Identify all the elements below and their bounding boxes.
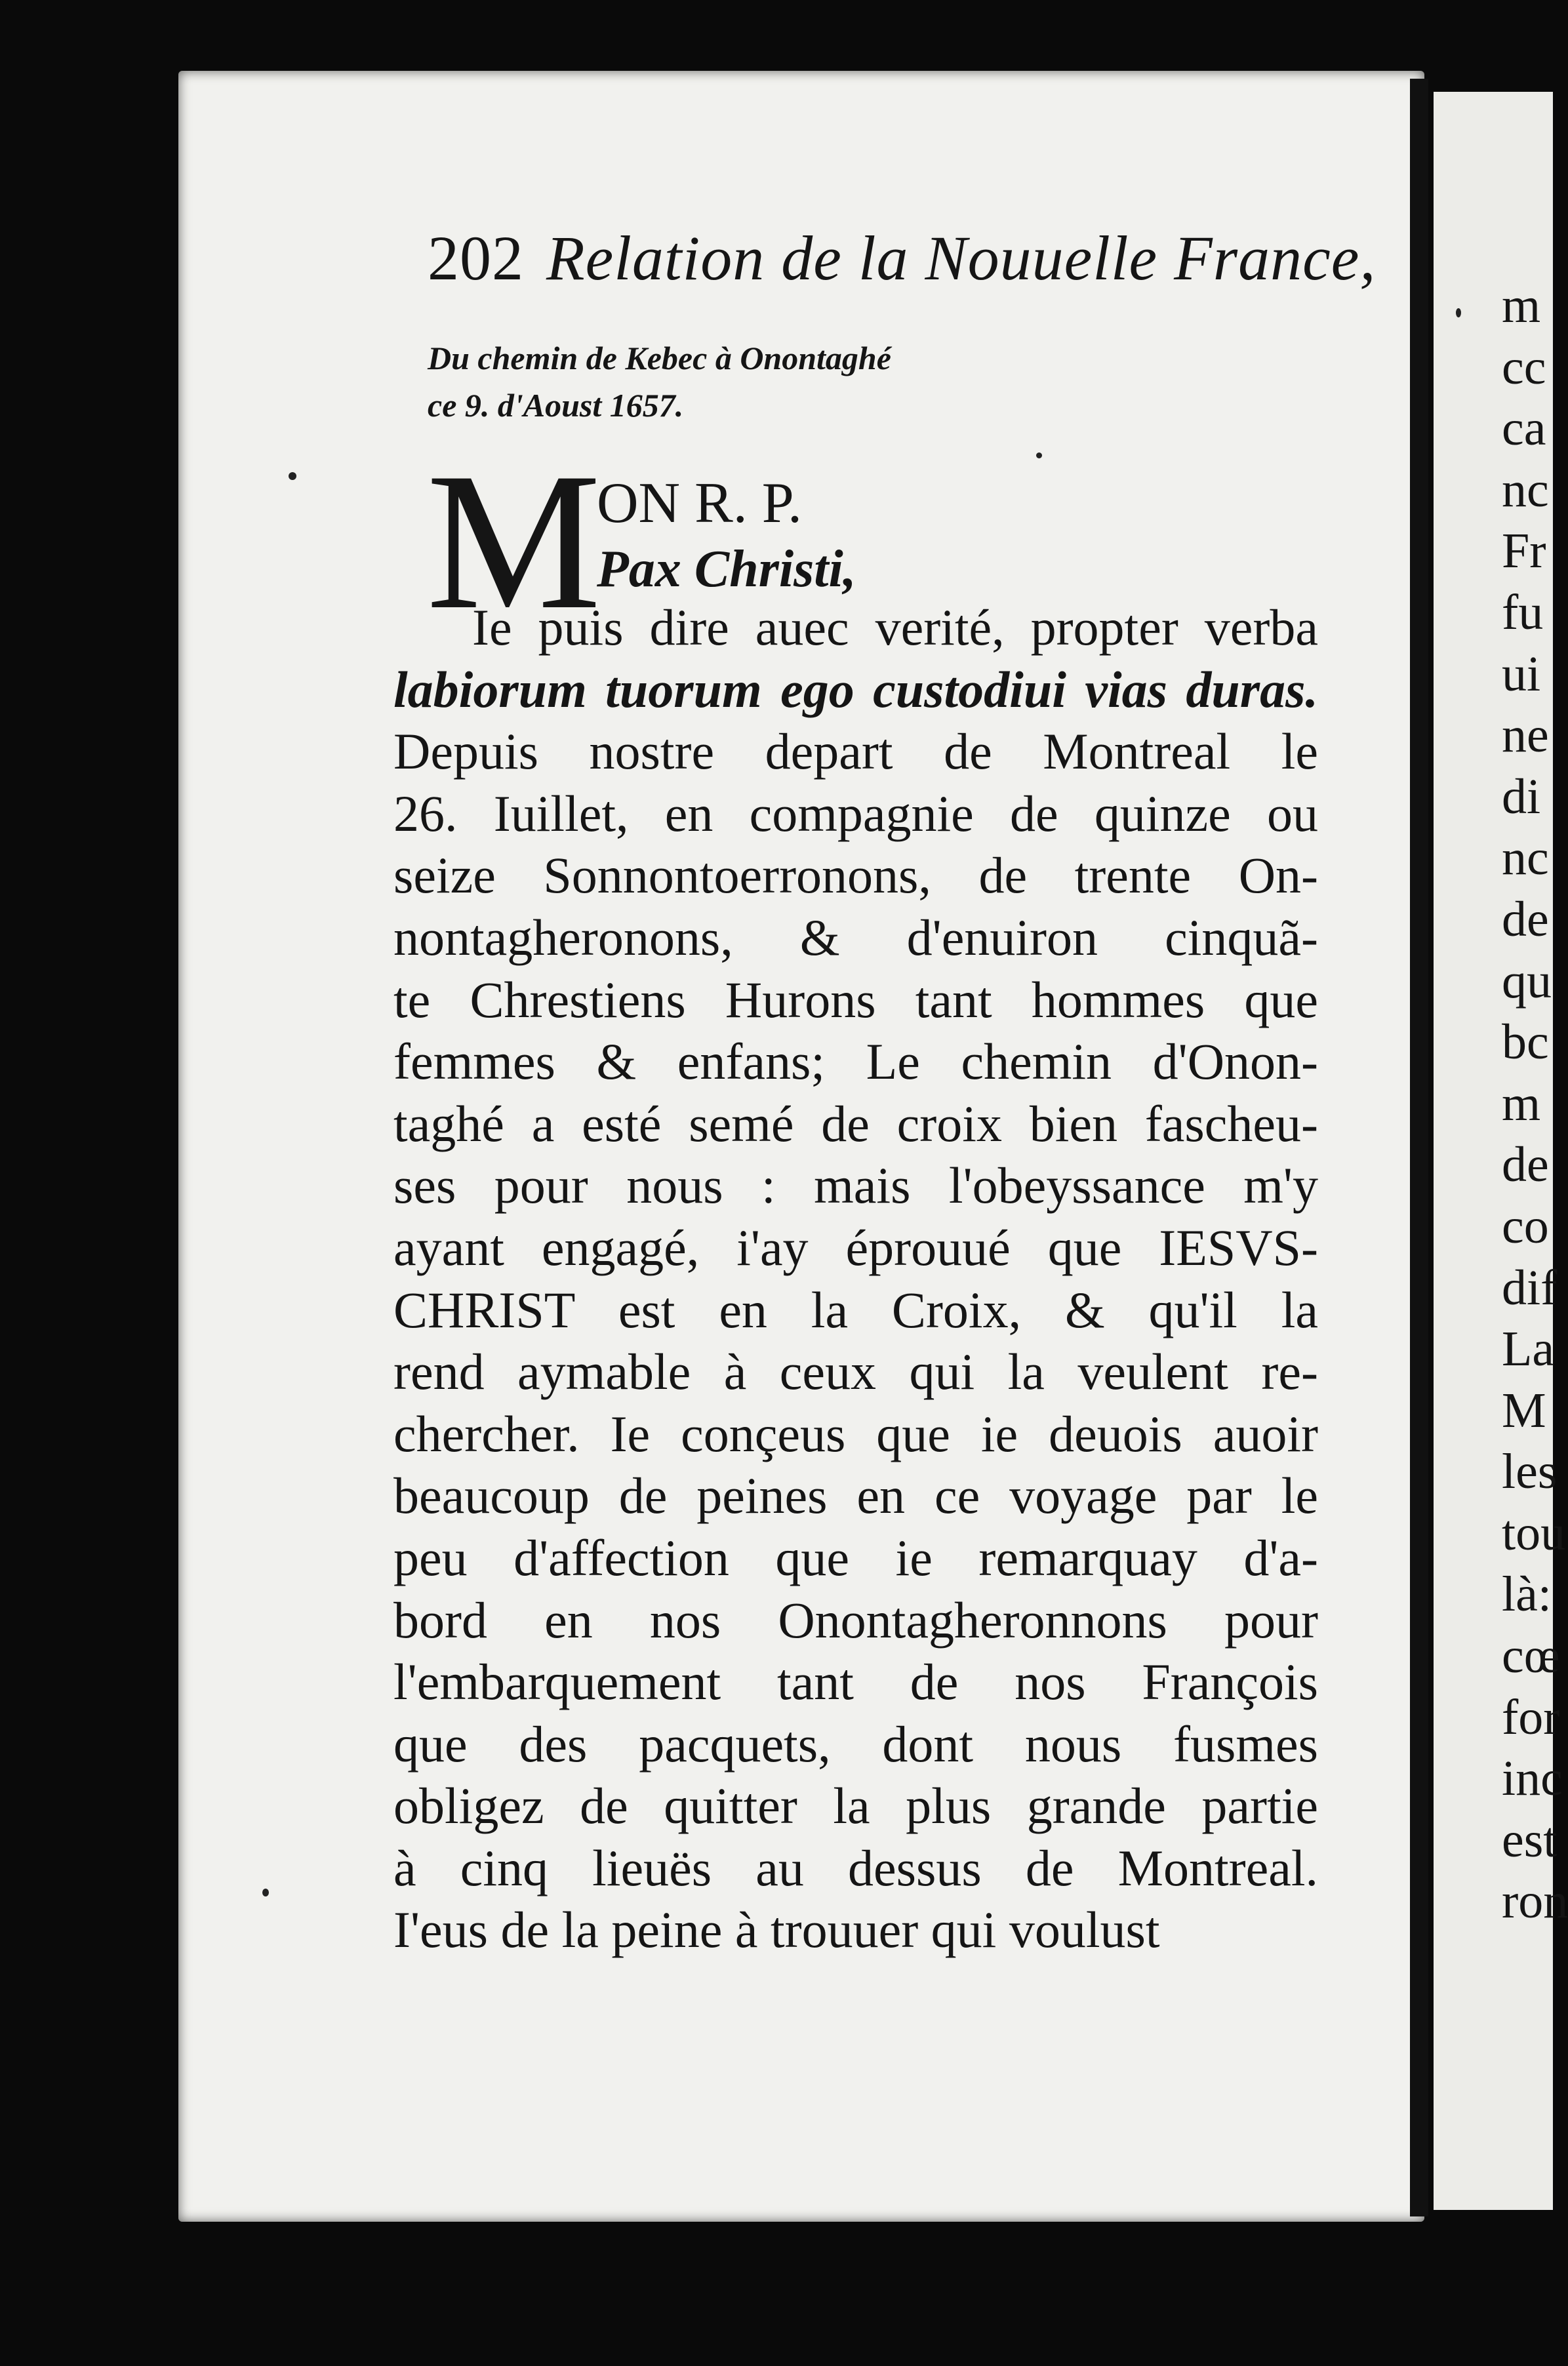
fragment-line: est — [1502, 1812, 1558, 1868]
fragment-line: cœ — [1502, 1628, 1560, 1684]
text-line: 26. Iuillet, en compagnie de quinze ou — [393, 784, 1318, 842]
salutation-line-1: ON R. P. — [597, 471, 802, 535]
fragment-line: M — [1502, 1382, 1546, 1438]
fragment-line: cc — [1502, 339, 1546, 395]
text-line: obligez de quitter la plus grande partie — [393, 1777, 1318, 1835]
fragment-line: dif — [1502, 1260, 1558, 1315]
fragment-line: nc — [1502, 830, 1549, 886]
running-title: Relation de la Nouuelle France, — [546, 223, 1377, 293]
dateline-line-1: Du chemin de Kebec à Onontaghé — [428, 340, 891, 376]
fragment-line: inc — [1502, 1751, 1563, 1807]
paper-speck — [1036, 452, 1042, 458]
text-line: ayant engagé, i'ay éprouué que IESVS- — [393, 1218, 1318, 1276]
text-line: beaucoup de peines en ce voyage par le — [393, 1467, 1318, 1525]
text-line: Ie puis dire auec verité, propter verba — [472, 599, 1318, 656]
text-line: te Chrestiens Hurons tant hommes que — [393, 971, 1318, 1028]
dateline-line-2: ce 9. d'Aoust 1657. — [428, 387, 684, 424]
fragment-line: m — [1502, 1075, 1541, 1131]
text-line: bord en nos Onontagheronnons pour — [393, 1591, 1318, 1649]
fragment-line: les — [1502, 1444, 1558, 1500]
fragment-line: là: — [1502, 1567, 1552, 1622]
salutation-line-2: Pax Christi, — [597, 540, 856, 598]
text-line: I'eus de la peine à trouuer qui voulust — [393, 1901, 1160, 1959]
fragment-line: de — [1502, 1137, 1549, 1193]
fragment-line: nc — [1502, 462, 1549, 517]
drop-cap: M — [426, 432, 601, 650]
fragment-line: ui — [1502, 646, 1541, 702]
fragment-line: m — [1502, 278, 1541, 333]
fragment-line: for — [1502, 1689, 1560, 1745]
text-line: chercher. Ie conçeus que ie deuois auoir — [393, 1405, 1318, 1462]
text-line: ses pour nous : mais l'obeyssance m'y — [393, 1157, 1318, 1214]
page-number: 202 — [428, 223, 524, 293]
text-line: Depuis nostre depart de Montreal le — [393, 723, 1318, 780]
salutation — [597, 471, 856, 602]
fragment-line: tou — [1502, 1505, 1566, 1561]
fragment-line: Fr — [1502, 523, 1546, 579]
letter-body — [393, 597, 1318, 1961]
text-line: CHRIST est en la Croix, & qu'il la — [393, 1281, 1318, 1338]
text-line: rend aymable à ceux qui la veulent re- — [393, 1343, 1318, 1401]
text-line: que des pacquets, dont nous fusmes — [393, 1715, 1318, 1773]
text-line: labiorum tuorum ego custodiui vias duras. — [393, 660, 1318, 718]
paper-speck — [262, 1889, 269, 1896]
text-line: l'embarquement tant de nos François — [393, 1653, 1318, 1711]
fragment-line: La — [1502, 1321, 1555, 1377]
page-gutter — [1410, 79, 1428, 2216]
paper-speck — [289, 472, 296, 480]
text-line: peu d'affection que ie remarquay d'a- — [393, 1529, 1318, 1586]
fragment-line: ne — [1502, 708, 1549, 763]
fragment-line: fu — [1502, 584, 1544, 640]
text-line: nontagheronons, & d'enuiron cinquã- — [393, 908, 1318, 966]
dateline — [428, 334, 891, 429]
fragment-line: bc — [1502, 1014, 1549, 1070]
text-line: femmes & enfans; Le chemin d'Onon- — [393, 1033, 1318, 1091]
text-line: à cinq lieuës au dessus de Montreal. — [393, 1839, 1318, 1896]
running-header — [428, 222, 1377, 307]
right-page-text-fragments — [1502, 275, 1568, 1933]
fragment-line: co — [1502, 1198, 1549, 1254]
text-line: taghé a esté semé de croix bien fascheu- — [393, 1094, 1318, 1152]
fragment-line: ca — [1502, 401, 1546, 456]
fragment-line: di — [1502, 769, 1541, 824]
fragment-line: qu — [1502, 953, 1552, 1009]
fragment-line: ron — [1502, 1874, 1568, 1929]
paper-speck — [1456, 308, 1461, 317]
text-line: seize Sonnontoerronons, de trente On- — [393, 847, 1318, 904]
fragment-line: de — [1502, 891, 1549, 947]
